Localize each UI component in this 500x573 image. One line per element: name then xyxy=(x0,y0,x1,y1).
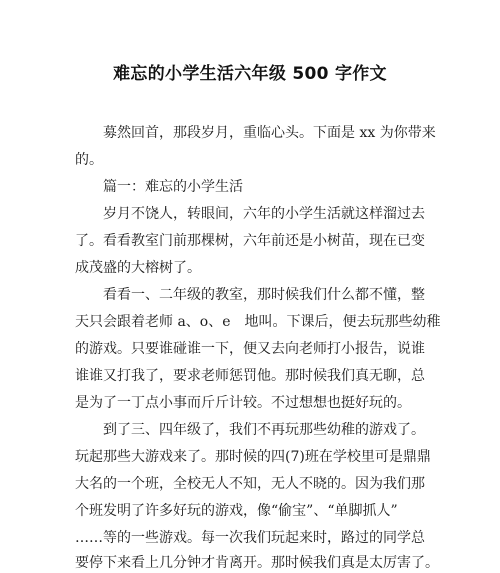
text-line-16: ……等的一些游戏。每一次我们玩起来时，路过的同学总 xyxy=(75,530,425,546)
text-line-12: 到了三、四年级了，我们不再玩那些幼稚的游戏了。 xyxy=(103,422,425,438)
text-line-10: 谁谁又打我了，要求老师惩罚他。那时候我们真无聊，总 xyxy=(75,368,425,384)
text-line-15: 个班发明了许多好玩的游戏，像“偷宝”、“单脚抓人” xyxy=(75,503,398,519)
text-line-1: 募然回首，那段岁月，重临心头。下面是 xx 为你带来 xyxy=(103,125,436,141)
text-line-13: 玩起那些大游戏来了。那时候的四(7)班在学校里可是鼎鼎 xyxy=(75,449,431,465)
text-line-9: 的游戏。只要谁碰谁一下，便又去向老师打小报告，说谁 xyxy=(75,341,425,357)
section-heading: 篇一：难忘的小学生活 xyxy=(103,179,243,195)
text-line-5: 了。看看教室门前那棵树，六年前还是小树苗，现在已变 xyxy=(75,233,425,249)
text-line-6: 成茂盛的大榕树了。 xyxy=(75,260,201,276)
text-line-8: 天只会跟着老师 a、o、e 地叫。下课后，便去玩那些幼稚 xyxy=(75,314,441,330)
text-line-11: 是为了一丁点小事而斤斤计较。不过想想也挺好玩的。 xyxy=(75,395,411,411)
text-line-7: 看看一、二年级的教室，那时候我们什么都不懂，整 xyxy=(103,287,425,303)
text-line-17: 要停下来看上几分钟才肯离开。那时候我们真是太厉害了。 xyxy=(75,555,439,571)
text-line-2: 的。 xyxy=(75,152,103,168)
text-line-4: 岁月不饶人，转眼间，六年的小学生活就这样溜过去 xyxy=(103,206,425,222)
document-title: 难忘的小学生活六年级 500 字作文 xyxy=(113,64,387,84)
text-line-14: 大名的一个班，全校无人不知，无人不晓的。因为我们那 xyxy=(75,476,425,492)
